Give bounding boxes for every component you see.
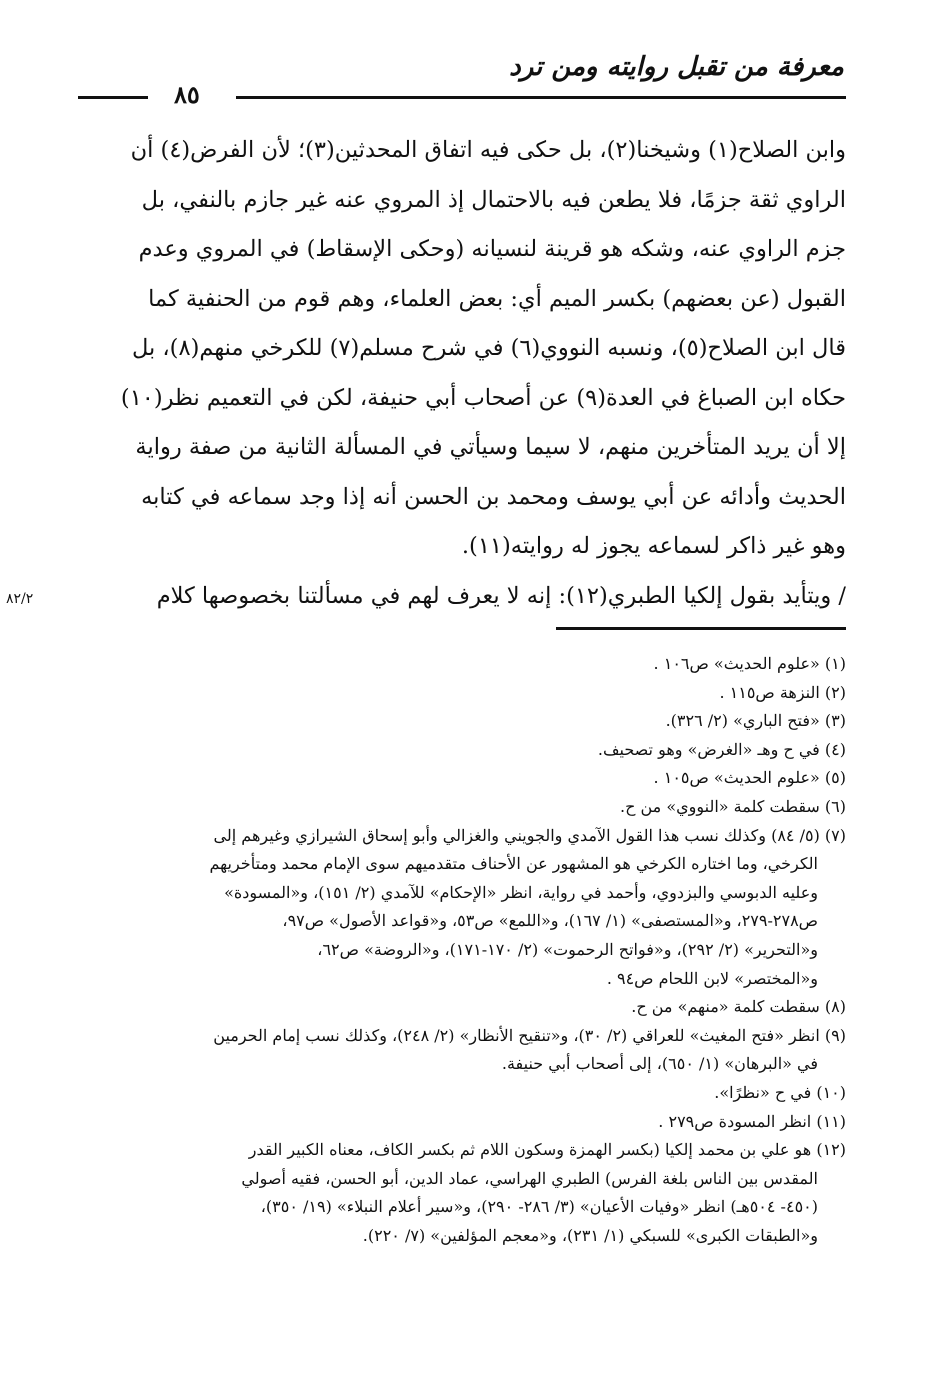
footnote: (٤) في ح وهـ «الغرض» وهو تصحيف. xyxy=(597,739,846,759)
footnote: (١١) انظر المسودة ص٢٧٩ . xyxy=(658,1111,846,1131)
header-rule-right xyxy=(236,96,846,99)
main-line: الحديث وأدائه عن أبي يوسف ومحمد بن الحسن أنه إذا وجد سماعه في كتابه xyxy=(141,483,846,510)
footnote: (٥) «علوم الحديث» ص١٠٥ . xyxy=(653,768,846,788)
main-line: إلا أن يريد المتأخرين منهم، لا سيما وسيأتي في المسألة الثانية من صفة رواية xyxy=(135,434,846,460)
main-line: قال ابن الصلاح(٥)، ونسبه النووي(٦) في شرح مسلم(٧) للكرخي منهم(٨)، بل xyxy=(131,335,846,361)
footnote: (٦) سقطت كلمة «النووي» من ح. xyxy=(620,796,846,816)
footnote-continuation: الكرخي، وما اختاره الكرخي هو المشهور عن الأحناف متقدميهم سوى الإمام محمد ومتأخريهم xyxy=(209,854,818,874)
main-line: الراوي ثقة جزمًا، فلا يطعن فيه بالاحتمال إذ المروي عنه غير جازم بالنفي، بل xyxy=(141,186,846,213)
footnote-continuation: في «البرهان» (١/ ٦٥٠)، إلى أصحاب أبي حنيفة. xyxy=(501,1054,818,1074)
footnotes xyxy=(86,650,846,1250)
header-rule-left xyxy=(78,96,148,99)
main-line: وابن الصلاح(١) وشيخنا(٢)، بل حكى فيه اتفاق المحدثين(٣)؛ لأن الفرض(٤) أن xyxy=(130,137,846,163)
main-line: حكاه ابن الصباغ في العدة(٩) عن أصحاب أبي حنيفة، لكن في التعميم نظر(١٠) xyxy=(120,384,846,411)
running-title: معرفة من تقبل روايته ومن ترد xyxy=(509,52,844,82)
footnote-rule xyxy=(556,627,846,630)
main-line: / ويتأيد بقول إلكيا الطبري(١٢): إنه لا يعرف لهم في مسألتنا بخصوصها كلام xyxy=(156,582,846,609)
footnote: (٧) (٥/ ٨٤) وكذلك نسب هذا القول الآمدي والجويني والغزالي وأبو إسحاق الشيرازي وغيرهم إلى xyxy=(213,825,846,845)
footnote: (٩) انظر «فتح المغيث» للعراقي (٢/ ٣٠)، و«تنقيح الأنظار» (٢/ ٢٤٨)، وكذلك نسب إمام الحرمين xyxy=(213,1025,846,1045)
footnote: (١) «علوم الحديث» ص١٠٦ . xyxy=(653,654,846,673)
footnote-continuation: و«الطبقات الكبرى» للسبكي (١/ ٢٣١)، و«معجم المؤلفين» (٧/ ٢٢٠). xyxy=(362,1225,818,1245)
footnote-continuation: ص٢٧٨-٢٧٩، و«المستصفى» (١/ ١٦٧)، و«اللمع» ص٥٣، و«قواعد الأصول» ص٩٧، xyxy=(282,911,818,931)
footnote-continuation: المقدس بين الناس بلغة الفرس) الطبري الهراسي، عماد الدين، أبو الحسن، فقيه أصولي xyxy=(241,1168,818,1188)
main-last-line xyxy=(6,572,846,625)
footnote-continuation: (٤٥٠- ٥٠٤هـ) انظر «وفيات الأعيان» (٣/ ٢٨٦- ٢٩٠)، و«سير أعلام النبلاء» (١٩/ ٣٥٠)، xyxy=(260,1197,818,1217)
footnote: (١٢) هو علي بن محمد إلكيا (بكسر الهمزة وسكون اللام ثم بكسر الكاف، معناه الكبير القدر xyxy=(248,1140,846,1160)
footnote: (٨) سقطت كلمة «منهم» من ح. xyxy=(631,997,846,1017)
footnote: (٣) «فتح الباري» (٢/ ٣٢٦). xyxy=(665,711,846,731)
footnote-continuation: و«التحرير» (٢/ ٢٩٢)، و«فواتح الرحموت» (٢/ ١٧٠-١٧١)، و«الروضة» ص٦٢، xyxy=(317,939,818,959)
footnote-continuation: و«المختصر» لابن اللحام ص٩٤ . xyxy=(606,968,818,988)
footnote-continuation: وعليه الدبوسي والبزدوي، وأحمد في رواية، انظر «الإحكام» للآمدي (٢/ ١٥١)، و«المسودة» xyxy=(224,882,818,902)
footnote: (٢) النزهة ص١١٥ . xyxy=(719,682,846,702)
page-number: ٨٥ xyxy=(168,80,206,110)
main-line: القبول (عن بعضهم) بكسر الميم أي: بعض العلماء، وهم قوم من الحنفية كما xyxy=(148,285,846,312)
main-line: جزم الراوي عنه، وشكه هو قرينة لنسيانه (وحكى الإسقاط) في المروي وعدم xyxy=(138,236,846,262)
main-line: وهو غير ذاكر لسماعه يجوز له روايته(١١). xyxy=(461,533,846,559)
main-text xyxy=(6,126,846,624)
footnote: (١٠) في ح «نظرًا». xyxy=(714,1082,846,1102)
margin-reference: ٨٢/٢ xyxy=(6,590,34,607)
